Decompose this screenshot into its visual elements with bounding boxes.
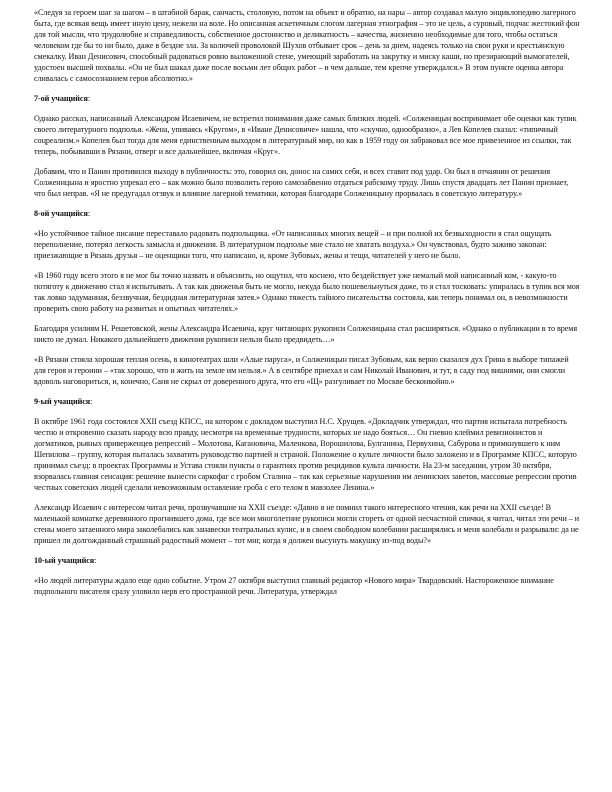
student-heading-7 — [34, 93, 580, 104]
student-heading-label: 8-ой учащийся — [34, 209, 88, 218]
student-heading-label: 9-ый учащийся — [34, 397, 91, 406]
heading-colon: : — [87, 209, 91, 218]
paragraph-kopelev-reaction: Однако рассказ, написанный Александром Исаевичем, не встретил понимания даже самых близких людей. «Солженицын воспринимает обе оценки как тупик своего литературного подполья. «Жена, упиваясь «Кругом», в «Иване Денисовиче» нашла, что «скучно, однообразно», а Лев Копелев сказал: «типичный соцреализм.» Копелев был тогда для меня единственным выходом в литературный мир, но как в 1959 году он забраковал все мое привезенное из ссылки, так теперь, побывавши в Рязани, отверг и все дальнейшее, включая «Круг». — [34, 114, 577, 156]
paragraph-congress-speeches: Александр Исаевич с интересом читал речи, прозвучавшие на XXII съезде: «Давно я не помнил такого интересного чтения, как речи на XXII съезде! В маленькой комнатке деревянного прогнившего дома, где все мои многолетние рукописи могли сгореть от одной несчастной спички, я читал, читал эти речи – и стены моего затаенного мира заколебались как занавески театральных кулис, и в своем свободном колебании расширялись и меня колебали и разрывали: да не пришел ли долгожданный страшный радостный момент – тот миг, когда я должен высунуть макушку из-под воды?» — [34, 503, 580, 545]
student-heading-10 — [34, 555, 580, 566]
student-heading-9 — [34, 396, 580, 407]
student-heading-8 — [34, 208, 580, 219]
heading-colon: : — [94, 556, 97, 565]
student-heading-label: 7-ой учащийся — [34, 94, 88, 103]
heading-colon: : — [87, 94, 91, 103]
paragraph-tvardovsky: «Но людей литературы ждало еще одно событие. Утром 27 октября выступил главный редактор «Нового мира» Твардовский. Настороженное внимание подпольного писателя сразу уловило нерв его пространной речи. Литература, утверждал — [34, 576, 554, 596]
paragraph-panin-reaction: Добавим, что и Панин противился выходу в публичность: это, говорил он, донос на самих себя, и всех ставит под удар. Он был в отчаянии от решения Солженицына и яростно упрекал его – как можно было позволить герою самозабвенно отдаться рабскому труду. Лишь спустя двадцать лет Панин признает, что был неправ. «Я не предугадал отзвук и влияние лагерной тематики, которая благодаря Солженицыну прорвалась в советскую литературу.» — [34, 167, 569, 198]
heading-colon: : — [90, 397, 93, 406]
paragraph-secret-writing: «Но устойчивое тайное писание переставало радовать подпольщика. «От написанных многих вещей – и при полной их безвыходности я стал ощущать переполнение, потерял легкость замысла и движения. В литературном подполье мне стало не хватать воздуха.» Он чувствовал, будто заживо закопан: приезжающие в Рязань друзья – не оценщики того, что написано, и, кроме Зубовых, жены и тещи, читателей у него не было. — [34, 229, 552, 260]
paragraph-reshetovskaya: Благодаря усилиям Н. Решетовской, жены Александра Исаевича, круг читающих рукописи Солженицына стал расширяться. «Однако о публикации в то время никто не думал. Никакого дальнейшего движения рукописи нельзя было предвидеть…» — [34, 324, 578, 344]
student-heading-label: 10-ый учащийся — [34, 556, 95, 565]
paragraph-citation-lagernyi-byt: «Следуя за героем шаг за шагом – в штабной барак, санчасть, столовую, потом на объект и обратно, на нары – автор создавал малую энциклопедию лагерного быта, где всякая вещь имеет иную цену, нежели на воле. Но описанная аскетичным слогом лагерная этнография – это не цель, а суровый, подчас жестокий фон для той мысли, что трудолюбие и справедливость, собственное достоинство и деликатность – качества, жизненно необходимые для того, чтобы остаться человеком где бы то ни было, даже в бездне зла. За колючей проволокой Шухов отбывает срок – день за днем, надеясь только на свои руки и крестьянскую смекалку. Иван Денисович, способный радоваться ровно выложенной стене, умеющий заработать на закрутку и миску каши, но презирающий вымогателей, удостоен высшей похвалы. «Он не был шакал даже после восьми лет общих работ – и чем дальше, тем крепче утверждался.» В этом пункте оценка автора сливалась с самосознанием героя абсолютно.» — [34, 8, 580, 83]
paragraph-ryazan-autumn: «В Рязани стояла хорошая теплая осень, в кинотеатрах шли «Алые паруса», и Солженицын писал Зубовым, как верно сказался дух Грина в выборе типажей для героя и героини – «так хорошо, что и жить на земле им нельзя.» А в сентябре приехал и сам Николай Иванович, и тут, в саду под вишнями, они смогли вдоволь наговориться, и, конечно, Саня не скрыл от доверенного друга, что его «Щ» разгуливает по Москве бесконвойно.» — [34, 355, 569, 386]
paragraph-xxii-congress: В октябре 1961 года состоялся XXII съезд КПСС, на котором с докладом выступил Н.С. Хрущев. «Докладчик утверждал, что партия испытала потребность честно и откровенно сказать народу всю правду, несмотря на временные трудности, которых не надо бояться… Он гневно клеймил ревизионистов и догматиков, рьяных приверженцев репрессий – Молотова, Кагановича, Маленкова, Ворошилова, Булганина, Первухина, Сабурова и примкнувшего к ним Шепилова – группу, которая пыталась захватить руководство партией и страной. Положение о культе личности было заложено и в Программе КПСС, которую принимал съезд: в проектах Программы и Устава стояли пункты о гарантиях против рецидивов культа личности. На 23-м заседании, утром 30 октября, взорвалась главная сенсация: решение вынести саркофаг с гробом Сталина – так как серьезные нарушения им ленинских заветов, массовые репрессии против честных советских людей сделали невозможным оставление гроба с его телом в мавзолее Ленина.» — [34, 417, 577, 492]
paragraph-1960-quote: «В 1960 году всего этого я не мог бы точно назвать и объяснить, но ощутил, что коснею, что бездействует уже немалый мой написанный ком, - какую-то потяготу к движению стал я испытывать. А так как движенья быть не могло, некуда было пошевельнуться даже, то я стал тосковать: упиралась в тупик вся моя так ловко задуманная, беззвучная, бездидная литературная затея.» Однако тяжесть тайного писательства состояла, как теперь понимал он, в невозможности проверить свою работу на развитых и опытных читателях.» — [34, 271, 580, 313]
